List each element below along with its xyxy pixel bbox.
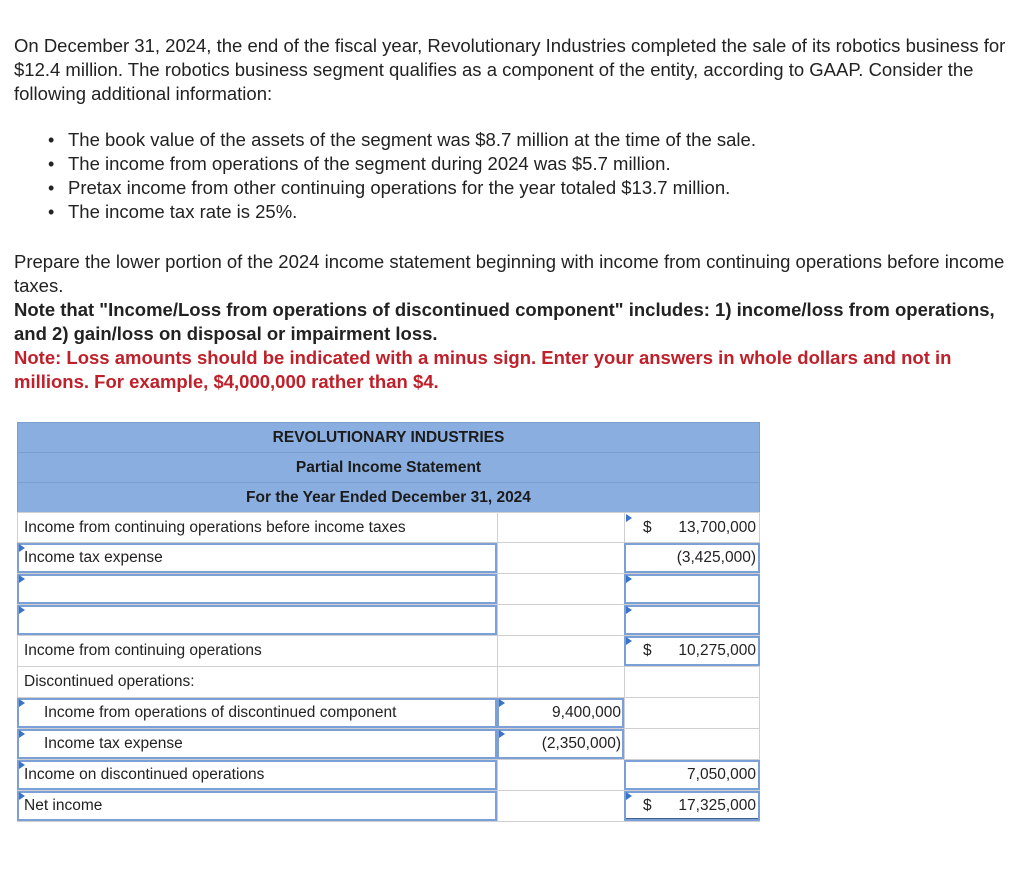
input-flag-icon (19, 730, 25, 738)
table-row (17, 574, 760, 605)
row-label-input[interactable] (17, 543, 497, 573)
input-flag-icon (499, 730, 505, 738)
row-col2 (497, 760, 624, 790)
table-row (17, 729, 760, 760)
row-label-input[interactable] (17, 729, 497, 759)
input-flag-icon (19, 575, 25, 583)
row-value: 13,700,000 (678, 519, 756, 536)
row-label: Income tax expense (44, 735, 183, 752)
input-flag-icon (19, 792, 25, 800)
info-item: • The book value of the assets of the segment was $8.7 million at the time of the sale. (64, 128, 1014, 152)
row-col3 (624, 729, 760, 759)
row-col3 (624, 667, 760, 697)
dollar-sign: $ (643, 519, 652, 536)
statement-title-text: Partial Income Statement (295, 459, 482, 476)
row-col3-input[interactable] (624, 513, 760, 543)
info-item: • The income from operations of the segment during 2024 was $5.7 million. (64, 152, 1014, 176)
row-col2 (497, 513, 624, 543)
statement-period (17, 482, 760, 512)
statement-title (17, 452, 760, 482)
input-flag-icon (626, 637, 632, 645)
input-flag-icon (19, 606, 25, 614)
input-flag-icon (19, 544, 25, 552)
input-flag-icon (19, 699, 25, 707)
statement-period-text: For the Year Ended December 31, 2024 (246, 489, 531, 506)
row-col2 (497, 667, 624, 697)
row-label: Income from operations of discontinued component (44, 704, 397, 721)
table-row (17, 636, 760, 667)
note-red: Note: Loss amounts should be indicated with a minus sign. Enter your answers in whole dollars and not in millions. For example, $4,000,000 rather than $4. (14, 347, 952, 392)
row-col2 (497, 791, 624, 821)
row-label-input[interactable] (17, 698, 497, 728)
row-col2 (497, 574, 624, 604)
prepare-instruction: Prepare the lower portion of the 2024 income statement beginning with income from continuing operations before income taxes. (14, 251, 1005, 296)
row-col3 (624, 698, 760, 728)
row-col2 (497, 605, 624, 635)
row-col3-input[interactable] (624, 791, 760, 821)
income-statement (17, 422, 760, 822)
row-label: Income on discontinued operations (24, 766, 265, 783)
input-flag-icon (626, 514, 632, 522)
question-text (14, 34, 1014, 394)
company-name: REVOLUTIONARY INDUSTRIES (272, 429, 505, 446)
input-flag-icon (499, 699, 505, 707)
row-label: Income from continuing operations (17, 636, 497, 666)
table-row (17, 667, 760, 698)
row-value: 7,050,000 (687, 766, 756, 783)
input-flag-icon (626, 575, 632, 583)
dollar-sign: $ (643, 797, 652, 814)
row-value: 9,400,000 (552, 704, 621, 721)
input-flag-icon (626, 606, 632, 614)
row-col2-input[interactable] (497, 729, 624, 759)
info-list (14, 128, 1014, 224)
row-value: (2,350,000) (541, 735, 621, 752)
row-col3-input[interactable] (624, 636, 760, 666)
row-label: Discontinued operations: (17, 667, 497, 697)
table-row (17, 512, 760, 543)
info-item: • The income tax rate is 25%. (64, 200, 1014, 224)
row-label: Net income (24, 797, 103, 814)
row-label-input[interactable] (17, 760, 497, 790)
row-col2 (497, 543, 624, 573)
note-bold: Note that "Income/Loss from operations of discontinued component" includes: 1) income/loss from operations, and 2) gain/loss on disposal or impairment loss. (14, 299, 995, 344)
row-col2-input[interactable] (497, 698, 624, 728)
table-row (17, 791, 760, 822)
row-col3-input[interactable] (624, 605, 760, 635)
row-col3-input[interactable] (624, 543, 760, 573)
dollar-sign: $ (643, 642, 652, 659)
question-intro: On December 31, 2024, the end of the fiscal year, Revolutionary Industries completed the sale of its robotics business for $12.4 million. The robotics business segment qualifies as a component of the entity, according to GAAP. Consider the following additional information: (14, 35, 1006, 104)
table-row (17, 605, 760, 636)
row-label-input[interactable] (17, 574, 497, 604)
row-value: 10,275,000 (678, 642, 756, 659)
input-flag-icon (19, 761, 25, 769)
row-label: Income from continuing operations before income taxes (17, 513, 497, 543)
row-col3-input[interactable] (624, 574, 760, 604)
input-flag-icon (626, 792, 632, 800)
row-label-input[interactable] (17, 605, 497, 635)
info-item: • Pretax income from other continuing operations for the year totaled $13.7 million. (64, 176, 1014, 200)
table-row (17, 760, 760, 791)
row-label-input[interactable] (17, 791, 497, 821)
row-value: 17,325,000 (678, 797, 756, 814)
row-col2 (497, 636, 624, 666)
table-row (17, 698, 760, 729)
row-label: Income tax expense (24, 549, 163, 566)
row-col3-input[interactable] (624, 760, 760, 790)
statement-company (17, 422, 760, 452)
row-value: (3,425,000) (676, 549, 756, 566)
table-row (17, 543, 760, 574)
